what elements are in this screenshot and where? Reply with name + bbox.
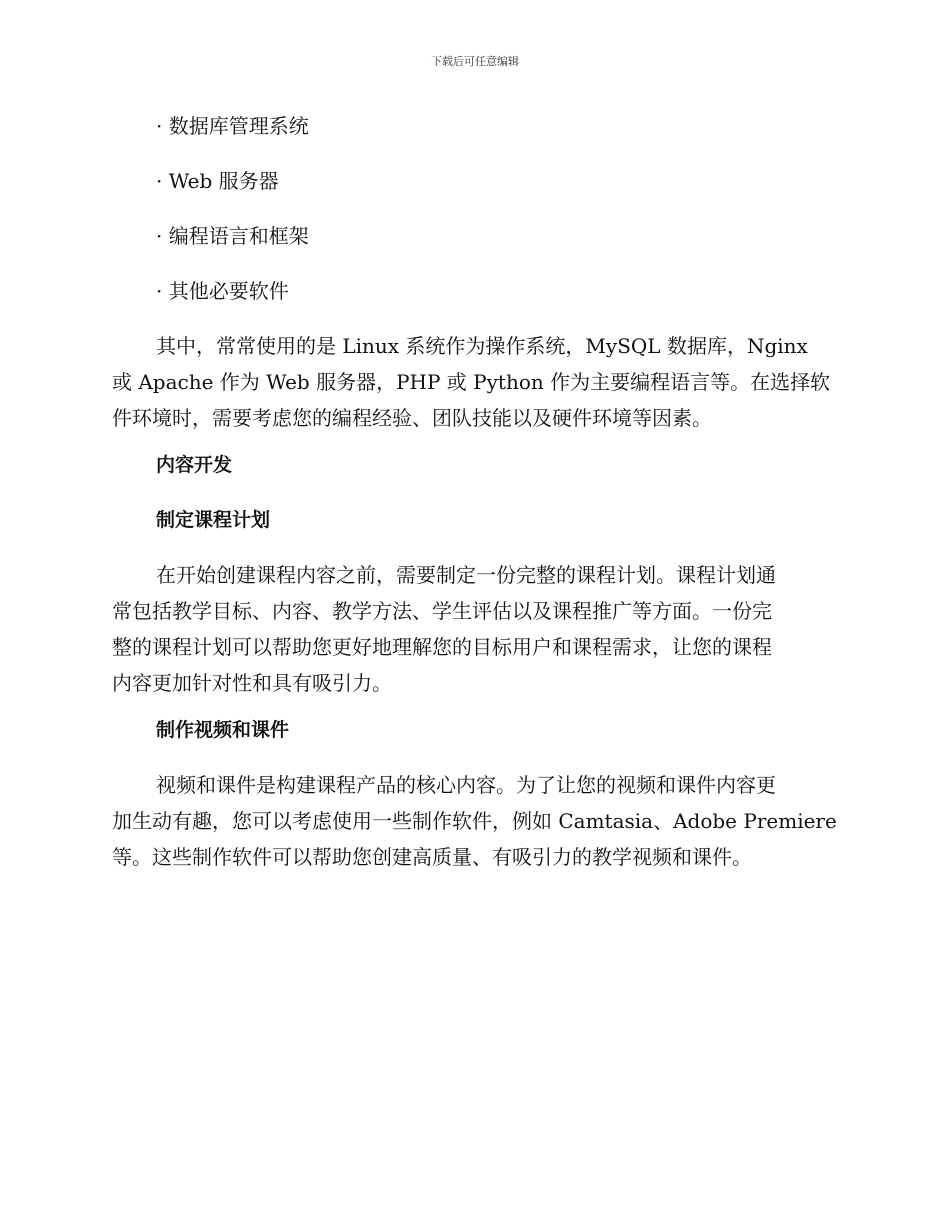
bullet-item-other-software: · 其他必要软件 — [156, 279, 289, 303]
paragraph-line: 常包括教学目标、内容、教学方法、学生评估以及课程推广等方面。一份完 — [112, 599, 772, 623]
paragraph-line: 视频和课件是构建课程产品的核心内容。为了让您的视频和课件内容更 — [156, 773, 776, 797]
paragraph-line: 其中，常常使用的是 Linux 系统作为操作系统，MySQL 数据库，Nginx — [156, 334, 808, 358]
paragraph-line: 等。这些制作软件可以帮助您创建高质量、有吸引力的教学视频和课件。 — [112, 845, 752, 869]
section-heading-course-plan: 制定课程计划 — [156, 509, 271, 531]
bullet-item-web-server: · Web 服务器 — [156, 169, 279, 193]
page-header: 下载后可任意编辑 — [431, 55, 519, 68]
paragraph-software-environment — [112, 328, 832, 436]
paragraph-course-plan — [112, 557, 832, 701]
paragraph-line: 加生动有趣，您可以考虑使用一些制作软件，例如 Camtasia、Adobe Premiere — [112, 809, 837, 833]
section-heading-content-development: 内容开发 — [156, 454, 233, 476]
paragraph-video-courseware — [112, 767, 837, 875]
bullet-item-programming: · 编程语言和框架 — [156, 224, 309, 248]
paragraph-line: 内容更加针对性和具有吸引力。 — [112, 671, 392, 695]
section-heading-video-courseware: 制作视频和课件 — [156, 719, 290, 741]
paragraph-line: 在开始创建课程内容之前，需要制定一份完整的课程计划。课程计划通 — [156, 563, 776, 587]
paragraph-line: 或 Apache 作为 Web 服务器，PHP 或 Python 作为主要编程语言等。在选择软 — [112, 370, 831, 394]
document-body — [112, 108, 837, 886]
bullet-item-database: · 数据库管理系统 — [156, 114, 309, 138]
paragraph-line: 件环境时，需要考虑您的编程经验、团队技能以及硬件环境等因素。 — [112, 406, 712, 430]
paragraph-line: 整的课程计划可以帮助您更好地理解您的目标用户和课程需求，让您的课程 — [112, 635, 772, 659]
